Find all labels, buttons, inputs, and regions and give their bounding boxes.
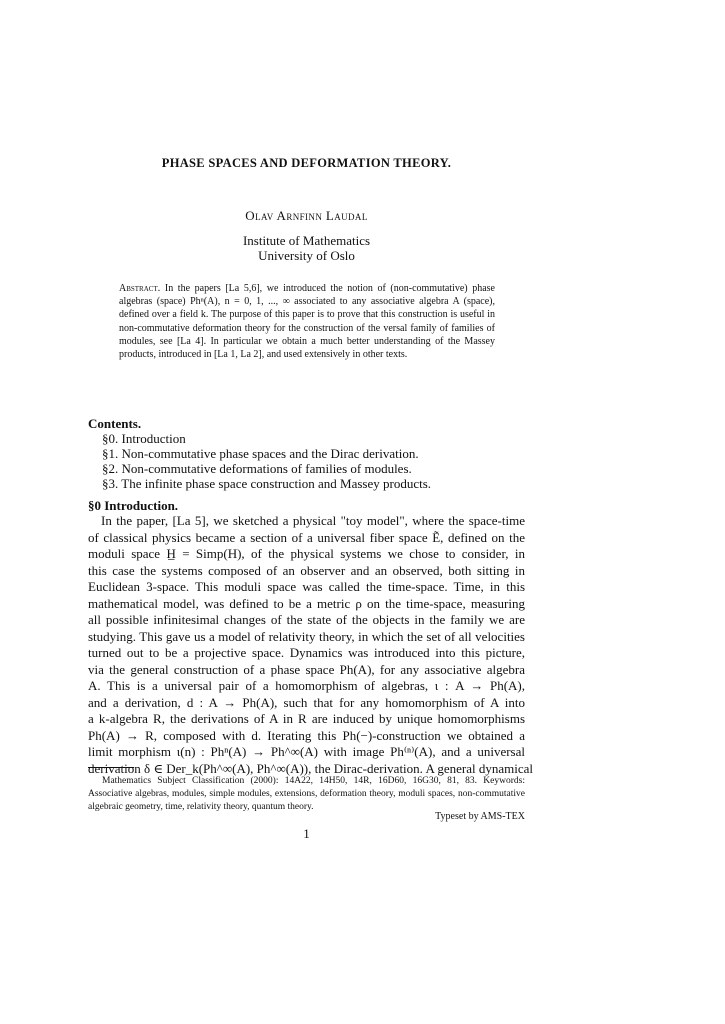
abstract-text: In the papers [La 5,6], we introduced the notion of (non-commutative) phase algebras (space) Phⁿ(A), n = 0, 1, ..., ∞ associated to any associative algebra A (space), defined over a field k. The purpose of this paper is to prove that this construction is useful in non-commutative deformation theory for the construction of the versal family of families of modules, see [La 4]. In particular we obtain a much better understanding of the Massey products, introduced in [La 1, La 2], and used extensively in other texts. — [119, 283, 495, 361]
page-number: 1 — [303, 826, 310, 841]
body-line: In the paper, [La 5], we sketched a physical "toy model", where the space-time — [101, 513, 525, 528]
body-line: derivation δ ∈ Der_k(Ph^∞(A), Ph^∞(A)), the Dirac-derivation. A general dynamical — [88, 760, 534, 776]
body-line: all possible infinitesimal changes of the state of the objects in the family we are — [88, 612, 525, 627]
body-line: via the general construction of a phase space Ph(A), for any associative algebra — [88, 661, 525, 677]
affiliation-line: University of Oslo — [258, 248, 355, 263]
body-line: mathematical model, was defined to be a metric ρ on the time-space, measuring — [88, 595, 525, 611]
paper-title: PHASE SPACES AND DEFORMATION THEORY. — [161, 156, 452, 170]
body-line: this case the systems composed of an observer and an observed, both sitting in — [88, 562, 525, 578]
affiliation-line: Institute of Mathematics — [242, 233, 371, 248]
footnote-rule — [88, 767, 134, 768]
body-line: a k-algebra R, the derivations of A in R are induced by unique homomorphisms — [88, 711, 525, 726]
body-line: turned out to be a projective space. Dynamics was introduced into this picture, — [88, 645, 525, 660]
abstract-label: Abstract. — [119, 283, 161, 294]
footnote: Mathematics Subject Classification (2000): 14A22, 14H50, 14R, 16D60, 16G30, 81, 83. Keywords: Associative algebras, modules, simple modules, extensions, deformation theory, moduli spaces, non-commutative algebraic geometry, time, relativity theory, quantum theory. — [88, 776, 525, 812]
contents-item: §1. Non-commutative phase spaces and the Dirac derivation. — [102, 446, 419, 461]
contents-list — [102, 431, 431, 491]
contents-item: §0. Introduction — [102, 431, 186, 446]
contents-heading: Contents. — [88, 416, 142, 431]
body-line: Ph(A) → R, composed with d. Iterating this Ph(−)-construction we obtained a — [88, 727, 525, 743]
introduction-body — [88, 513, 534, 777]
contents-item: §3. The infinite phase space construction and Massey products. — [102, 476, 432, 491]
body-line: of classical physics became a section of a universal fiber space Ẽ, defined on the — [88, 529, 525, 545]
body-line: limit morphism ι(n) : Phⁿ(A) → Ph^∞(A) with image Ph⁽ⁿ⁾(A), and a universal — [88, 744, 525, 759]
author-name: Olav Arnfinn Laudal — [245, 208, 368, 223]
abstract — [119, 282, 495, 361]
contents-item: §2. Non-commutative deformations of families of modules. — [102, 461, 412, 476]
body-line: studying. This gave us a model of relativity theory, in which the set of all velocities — [88, 628, 525, 644]
affiliation — [88, 233, 525, 263]
body-line: and a derivation, d : A → Ph(A), such that for any homomorphism of A into — [88, 694, 525, 710]
body-line: Euclidean 3-space. This moduli space was called the time-space. Time, in this — [88, 579, 525, 594]
section-heading: §0 Introduction. — [88, 498, 179, 513]
body-line: moduli space H̲ = Simp(H), of the physical systems we chose to consider, in — [88, 546, 525, 561]
body-line: A. This is a universal pair of a homomorphism of algebras, ι : A → Ph(A), — [88, 678, 525, 693]
typeset-credit: Typeset by AMS-TEX — [435, 811, 525, 822]
